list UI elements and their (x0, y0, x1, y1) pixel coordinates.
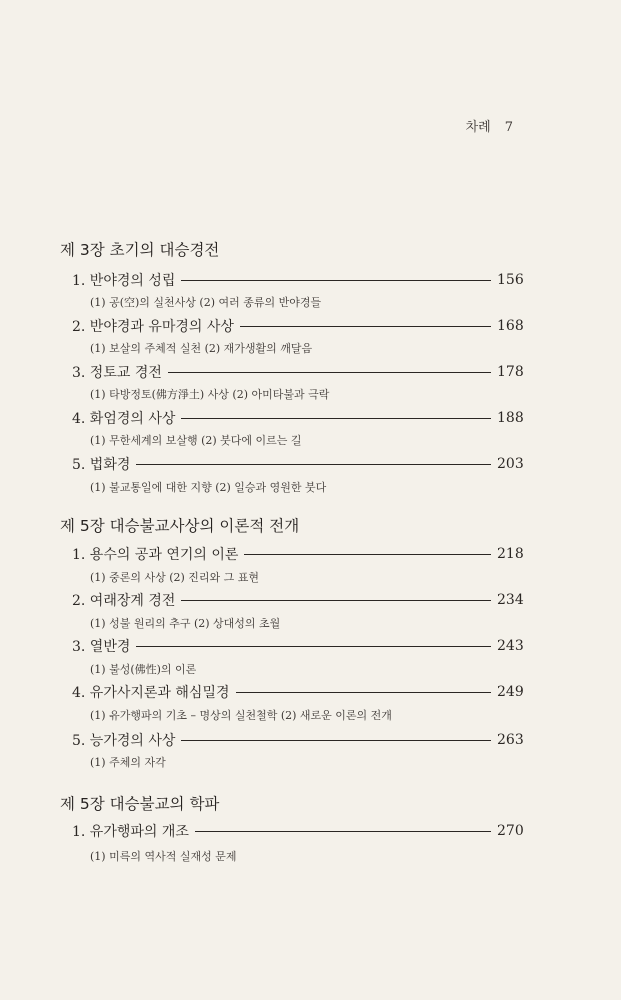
entry-page: 249 (497, 684, 524, 700)
entry-page: 188 (497, 410, 524, 426)
leader-line (168, 372, 491, 373)
entry-label: 1. 용수의 공과 연기의 이론 (72, 547, 239, 563)
toc-entry (72, 730, 523, 750)
entry-label: 2. 반야경과 유마경의 사상 (72, 319, 234, 335)
entry-label: 5. 법화경 (72, 457, 131, 473)
entry-label: 4. 화엄경의 사상 (72, 411, 176, 427)
leader-line (181, 418, 491, 419)
toc-entry (72, 454, 523, 474)
leader-line (136, 464, 491, 465)
entry-label: 2. 여래장계 경전 (72, 593, 176, 609)
running-header (466, 116, 513, 135)
toc-entry (72, 362, 523, 382)
entry-page: 263 (497, 732, 524, 748)
entry-label: 4. 유가사지론과 해심밀경 (72, 685, 230, 701)
entry-subtopics: (1) 중론의 사상 (2) 진리와 그 표현 (90, 571, 260, 584)
toc-entry (72, 316, 523, 336)
toc-entry (72, 270, 523, 290)
entry-page: 156 (497, 272, 524, 288)
entry-subtopics: (1) 공(空)의 실천사상 (2) 여러 종류의 반야경들 (90, 296, 322, 309)
entry-page: 178 (497, 364, 524, 380)
toc-entry (72, 590, 523, 610)
entry-subtopics: (1) 주체의 자각 (90, 756, 166, 769)
entry-label: 1. 반야경의 성립 (72, 273, 176, 289)
leader-line (181, 600, 491, 601)
toc-entry (72, 408, 523, 428)
leader-line (181, 740, 491, 741)
header-page-number: 7 (504, 120, 513, 135)
entry-page: 218 (497, 546, 524, 562)
entry-label: 5. 능가경의 사상 (72, 733, 176, 749)
entry-subtopics: (1) 미륵의 역사적 실재성 문제 (90, 850, 237, 863)
leader-line (195, 831, 491, 832)
chapter-title: 제 5장 대승불교사상의 이론적 전개 (60, 517, 300, 535)
leader-line (181, 280, 491, 281)
chapter-title: 제 5장 대승불교의 학파 (60, 795, 220, 813)
entry-label: 3. 열반경 (72, 639, 131, 655)
toc-entry (72, 821, 523, 841)
toc-entry (72, 636, 523, 656)
entry-label: 1. 유가행파의 개조 (72, 824, 189, 840)
entry-page: 243 (497, 638, 524, 654)
leader-line (240, 326, 491, 327)
entry-page: 270 (497, 823, 524, 839)
entry-subtopics: (1) 불교통일에 대한 지향 (2) 일승과 영원한 붓다 (90, 481, 327, 494)
chapter-title: 제 3장 초기의 대승경전 (60, 241, 220, 259)
entry-label: 3. 정토교 경전 (72, 365, 162, 381)
entry-subtopics: (1) 무한세계의 보살행 (2) 붓다에 이르는 길 (90, 434, 302, 447)
leader-line (136, 646, 491, 647)
entry-subtopics: (1) 유가행파의 기초 – 명상의 실천철학 (2) 새로운 이론의 전개 (90, 709, 392, 722)
entry-page: 234 (497, 592, 524, 608)
leader-line (244, 554, 491, 555)
header-title: 차례 (465, 120, 491, 135)
entry-page: 203 (497, 456, 524, 472)
entry-subtopics: (1) 불성(佛性)의 이론 (90, 663, 197, 676)
toc-entry (72, 682, 523, 702)
entry-page: 168 (497, 318, 524, 334)
entry-subtopics: (1) 타방정토(佛方淨土) 사상 (2) 아미타불과 극락 (90, 388, 330, 401)
toc-entry (72, 544, 523, 564)
leader-line (236, 692, 492, 693)
entry-subtopics: (1) 보살의 주체적 실천 (2) 재가생활의 깨달음 (90, 342, 313, 355)
entry-subtopics: (1) 성불 원리의 추구 (2) 상대성의 초월 (90, 617, 281, 630)
